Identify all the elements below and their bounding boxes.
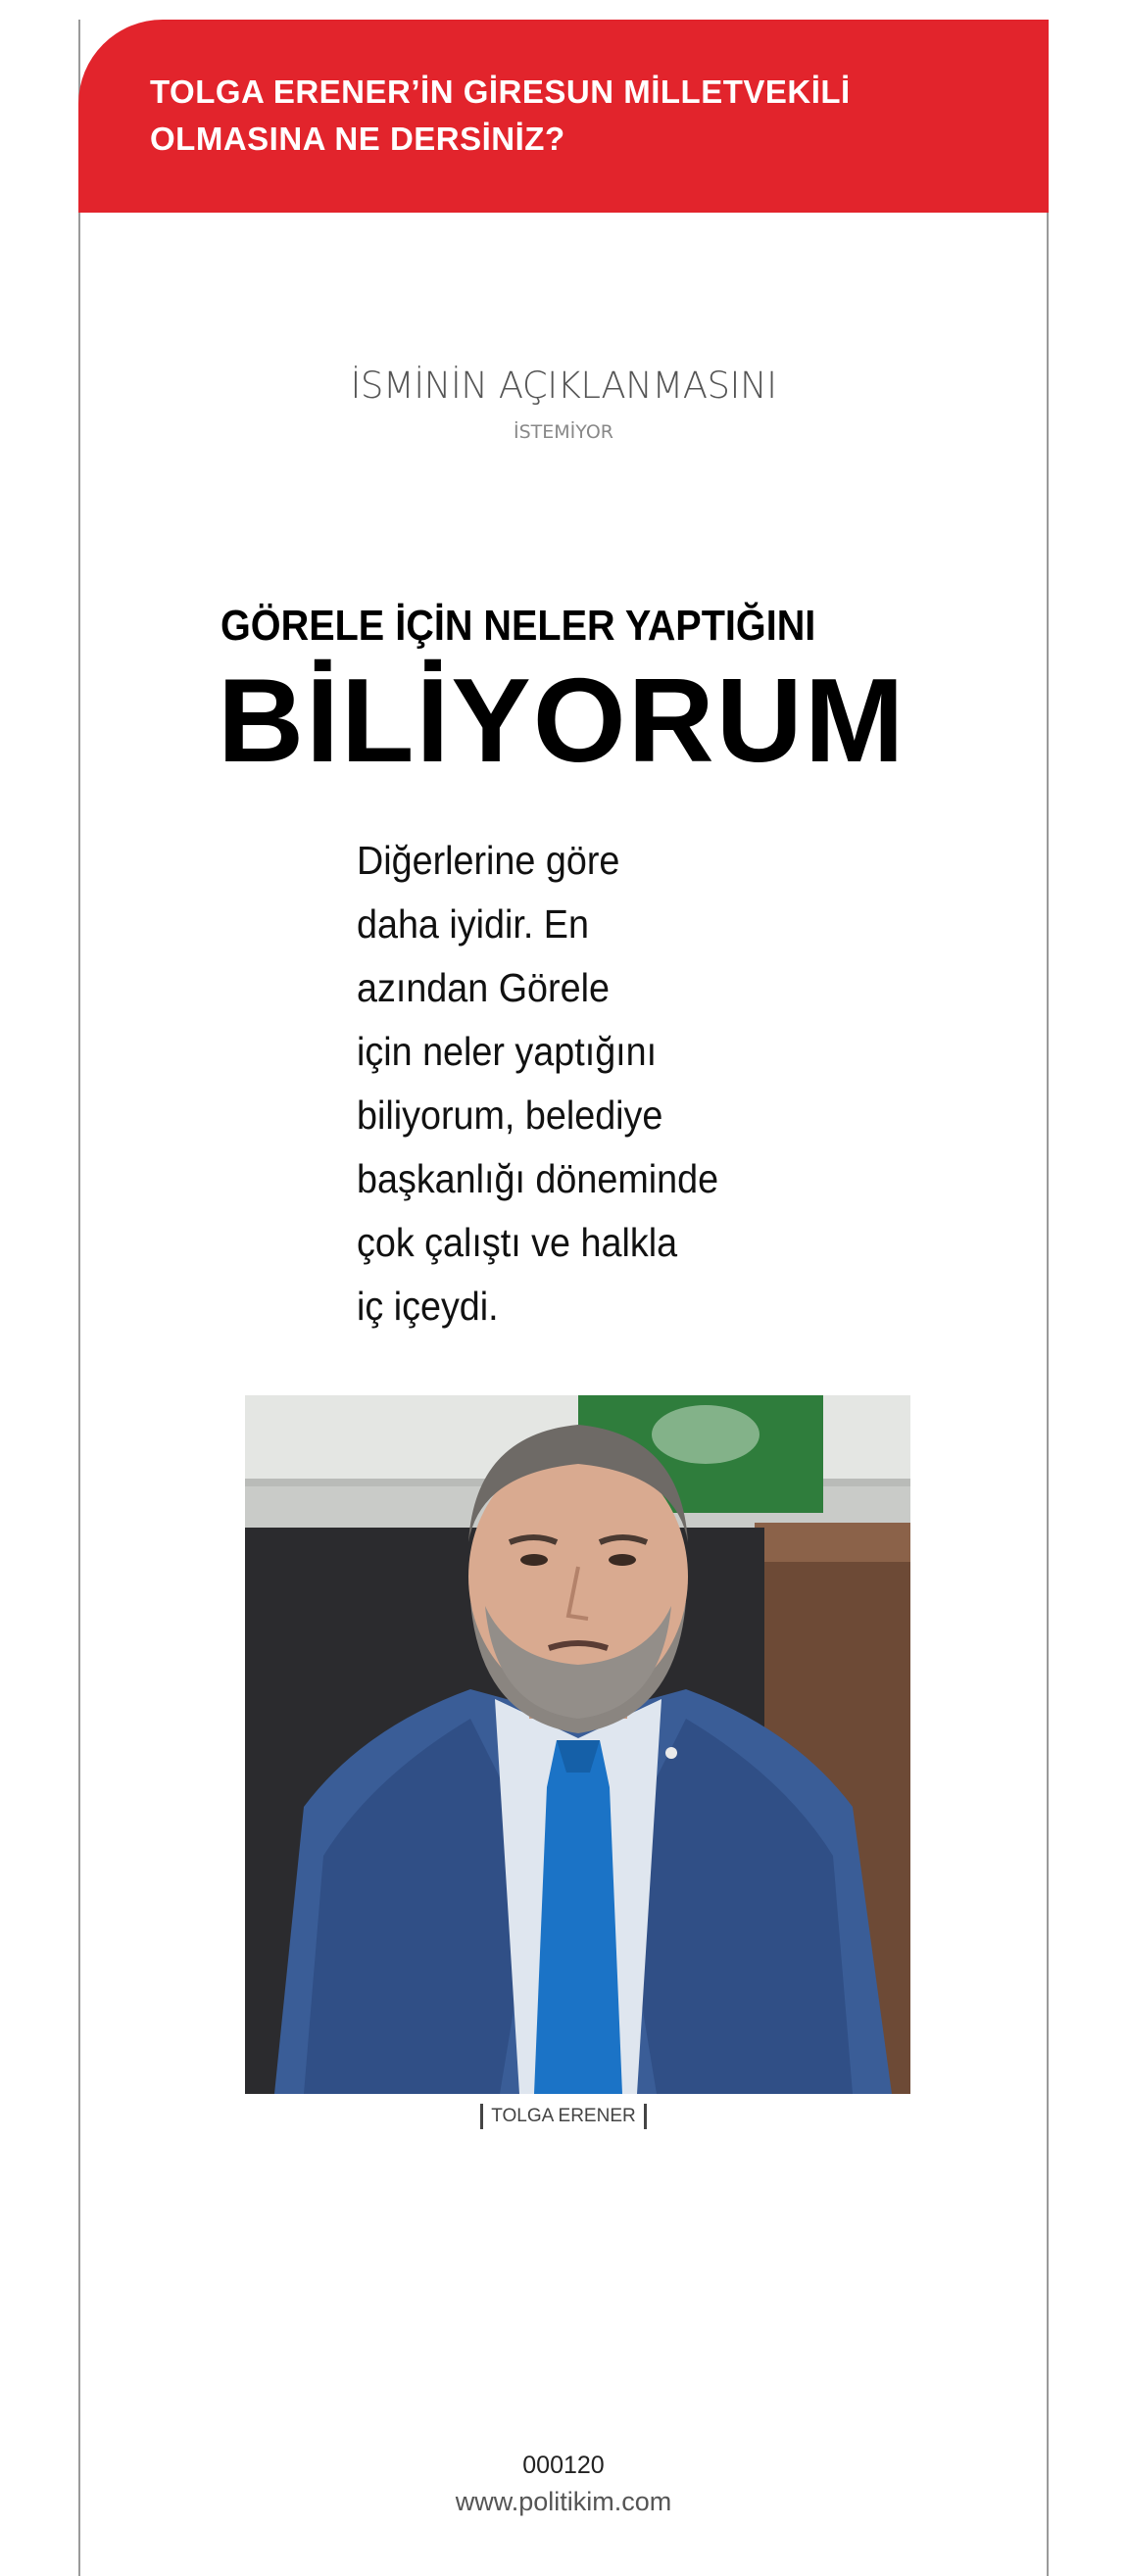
caption-bar-left xyxy=(480,2104,483,2129)
quote-line: başkanlığı döneminde xyxy=(357,1156,719,1201)
quote-line: çok çalıştı ve halkla xyxy=(357,1220,678,1265)
quote-line: için neler yaptığını xyxy=(357,1029,658,1074)
quote-text xyxy=(357,829,735,1338)
kicker-main: İSMİNİN AÇIKLANMASINI xyxy=(350,365,777,407)
photo-caption xyxy=(0,2104,1127,2134)
portrait-illustration xyxy=(245,1395,910,2094)
portrait-photo xyxy=(245,1395,910,2094)
quote-line: Diğerlerine göre xyxy=(357,838,620,883)
caption-text: TOLGA ERENER xyxy=(491,2106,636,2126)
quote-line: daha iyidir. En xyxy=(357,901,589,947)
caption-bar-right xyxy=(644,2104,647,2129)
footer-url[interactable]: www.politikim.com xyxy=(455,2487,672,2516)
kicker-sub: İSTEMİYOR xyxy=(514,421,613,443)
header-title xyxy=(150,69,954,163)
header-title-line2: OLMASINA NE DERSİNİZ? xyxy=(150,121,565,157)
header-title-line1: TOLGA ERENER’İN GİRESUN MİLLETVEKİLİ xyxy=(150,73,851,110)
quote-line: azından Görele xyxy=(357,965,610,1010)
headline-big: BİLİYORUM xyxy=(218,654,906,787)
quote-line: iç içeydi. xyxy=(357,1284,499,1329)
quote-line: biliyorum, belediye xyxy=(357,1093,663,1138)
headline-top: GÖRELE İÇİN NELER YAPTIĞINI xyxy=(220,602,816,650)
footer-code: 000120 xyxy=(522,2452,605,2479)
